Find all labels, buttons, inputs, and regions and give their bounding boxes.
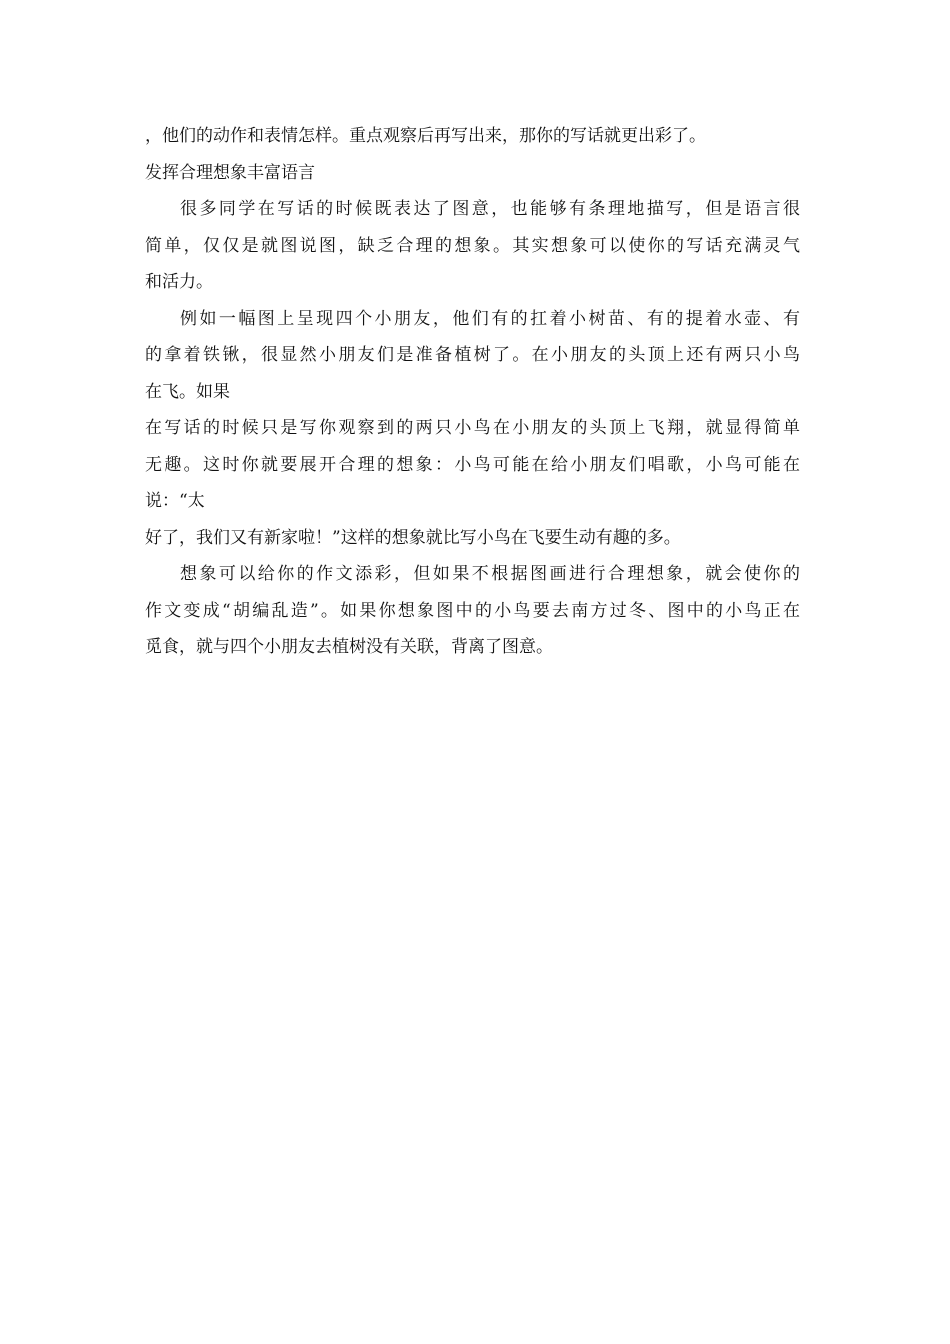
text-line: 在写话的时候只是写你观察到的两只小鸟在小朋友的头顶上飞翔，就显得简单	[145, 418, 800, 438]
text-line: 和活力。	[145, 272, 213, 292]
text-line: 无趣。这时你就要展开合理的想象：小鸟可能在给小朋友们唱歌，小鸟可能在	[145, 454, 800, 475]
text-line: 作文变成“胡编乱造”。如果你想象图中的小鸟要去南方过冬、图中的小鸟正在	[145, 600, 800, 621]
text-line: 在飞。如果	[145, 381, 230, 402]
text-line: 好了，我们又有新家啦！”这样的想象就比写小鸟在飞要生动有趣的多。	[145, 527, 681, 548]
text-line: 觅食，就与四个小朋友去植树没有关联，背离了图意。	[145, 637, 553, 657]
text-line: 的拿着铁锹，很显然小朋友们是准备植树了。在小朋友的头顶上还有两只小鸟	[145, 345, 800, 365]
text-line: 想象可以给你的作文添彩，但如果不根据图画进行合理想象，就会使你的	[180, 564, 800, 584]
document-body	[145, 118, 800, 666]
text-line: 很多同学在写话的时候既表达了图意，也能够有条理地描写，但是语言很	[180, 199, 800, 219]
text-line: 简单，仅仅是就图说图，缺乏合理的想象。其实想象可以使你的写话充满灵气	[145, 235, 800, 256]
section-heading: 发挥合理想象丰富语言	[145, 162, 315, 183]
text-line: 说：“太	[145, 491, 205, 511]
text-line: 例如一幅图上呈现四个小朋友，他们有的扛着小树苗、有的提着水壶、有	[180, 308, 800, 329]
text-line: ，他们的动作和表情怎样。重点观察后再写出来，那你的写话就更出彩了。	[145, 126, 706, 146]
